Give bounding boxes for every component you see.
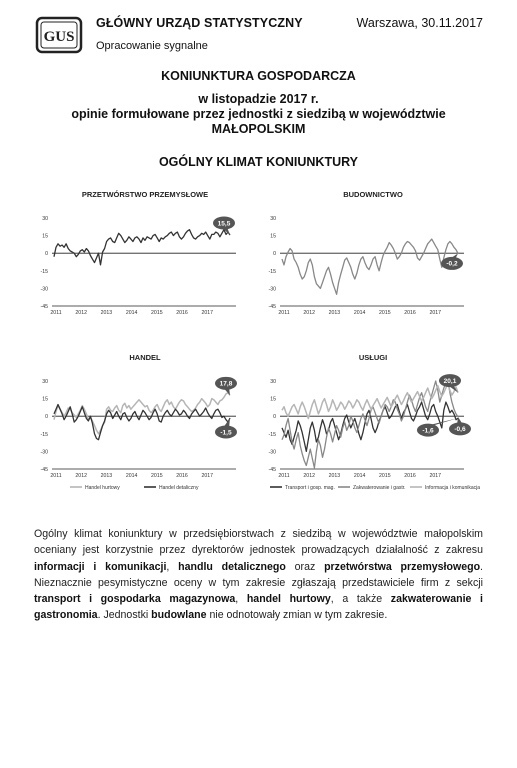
callout-label: -0,6 <box>454 426 466 434</box>
x-tick-label: 2017 <box>201 473 214 479</box>
x-tick-label: 2016 <box>404 310 416 316</box>
x-tick-label: 2013 <box>328 473 341 479</box>
x-tick-label: 2011 <box>50 473 62 479</box>
x-tick-label: 2016 <box>176 310 188 316</box>
x-tick-label: 2013 <box>100 473 113 479</box>
legend-label: Transport i gosp. mag. <box>285 485 335 491</box>
x-tick-label: 2015 <box>379 473 391 479</box>
chart-svg <box>262 185 484 335</box>
x-tick-label: 2011 <box>278 473 290 479</box>
y-tick-label: 15 <box>42 396 48 403</box>
y-tick-label: -45 <box>40 467 48 473</box>
legend-label: Informacja i komunikacja <box>425 485 481 491</box>
y-tick-label: -45 <box>40 304 48 310</box>
y-tick-label: -45 <box>268 467 276 473</box>
highlighted-sector: informacji i komunikacji <box>34 560 167 573</box>
document-type: Opracowanie sygnalne <box>96 40 208 52</box>
logo-text: GUS <box>43 29 75 45</box>
y-tick-label: 30 <box>270 379 276 385</box>
x-tick-label: 2014 <box>125 310 138 316</box>
chart-title: PRZETWÓRSTWO PRZEMYSŁOWE <box>81 190 209 199</box>
y-tick-label: 15 <box>42 233 48 240</box>
y-tick-label: 30 <box>42 379 48 385</box>
chart-svg <box>262 348 484 498</box>
callout-label: -0,2 <box>446 260 458 268</box>
chart-svg <box>34 185 256 335</box>
series-line <box>54 230 230 265</box>
y-tick-label: 30 <box>270 216 276 222</box>
y-tick-label: -15 <box>268 268 276 275</box>
y-tick-label: -15 <box>40 431 48 438</box>
x-tick-label: 2015 <box>151 473 163 479</box>
value-callout <box>215 418 237 439</box>
x-tick-label: 2012 <box>303 310 315 316</box>
callout-label: -1,5 <box>220 429 232 437</box>
x-tick-label: 2016 <box>176 473 188 479</box>
legend-item <box>70 485 120 491</box>
x-tick-label: 2015 <box>379 310 391 316</box>
chart-svg <box>34 348 256 498</box>
x-tick-label: 2017 <box>429 473 442 479</box>
paragraph-text: Ogólny klimat koniunktury w przedsiębiorstwach z siedzibą w województwie małopolskim oceniany jest korzystnie przez dyrektorów jednostek prowadzących działalność z zakresu <box>34 528 483 557</box>
legend-item <box>410 485 480 491</box>
y-tick-label: 15 <box>270 396 276 403</box>
chart-title: BUDOWNICTWO <box>343 190 403 199</box>
paragraph-text: , a także <box>330 593 391 606</box>
x-tick-label: 2011 <box>278 310 290 316</box>
legend-label: Handel hurtowy <box>85 485 120 491</box>
legend-item <box>270 485 335 491</box>
chart-manufacturing <box>34 185 256 335</box>
x-tick-label: 2011 <box>50 310 62 316</box>
highlighted-sector: budowlane <box>151 609 207 622</box>
x-tick-label: 2013 <box>100 310 113 316</box>
callout-label: -1,6 <box>422 427 434 435</box>
section-title: OGÓLNY KLIMAT KONIUNKTURY <box>158 155 359 169</box>
paragraph-text: . Nieznacznie pesymistyczne oceny w tym zakresie zgłaszają przedstawiciele firm z sekcji <box>34 560 483 589</box>
chart-title: HANDEL <box>129 353 161 362</box>
legend-item <box>144 485 199 491</box>
highlighted-sector: handel hurtowy <box>246 593 331 606</box>
y-tick-label: -30 <box>40 286 48 293</box>
series-line <box>54 405 230 440</box>
publication-date: Warszawa, 30.11.2017 <box>356 16 483 30</box>
y-tick-label: 0 <box>273 414 276 421</box>
highlighted-sector: transport i gospodarka magazynowa <box>34 593 236 606</box>
y-tick-label: -30 <box>268 286 276 293</box>
title-period: w listopadzie 2017 r. <box>198 92 319 106</box>
y-tick-label: 15 <box>270 233 276 240</box>
highlighted-sector: handlu detalicznego <box>178 560 286 573</box>
summary-paragraph <box>34 526 483 624</box>
x-tick-label: 2013 <box>328 310 341 316</box>
paragraph-text: nie odnotowały zmian w tym zakresie. <box>206 609 388 622</box>
document-title: KONIUNKTURA GOSPODARCZA <box>161 69 356 83</box>
x-tick-label: 2015 <box>151 310 163 316</box>
chart-trade <box>34 348 256 498</box>
x-tick-label: 2016 <box>404 473 416 479</box>
x-tick-label: 2014 <box>353 310 366 316</box>
legend-item <box>338 485 406 491</box>
legend-label: Handel detaliczny <box>159 485 199 491</box>
paragraph-text: , <box>235 593 247 606</box>
y-tick-label: -15 <box>268 431 276 438</box>
callout-label: 17,8 <box>219 380 233 388</box>
x-tick-label: 2012 <box>75 473 87 479</box>
gus-logo <box>34 15 84 55</box>
title-region: MAŁOPOLSKIM <box>211 122 306 136</box>
y-tick-label: 0 <box>45 414 48 421</box>
callout-label: 20,1 <box>443 377 457 385</box>
x-tick-label: 2012 <box>303 473 315 479</box>
series-line <box>282 239 458 294</box>
highlighted-sector: przetwórstwa przemysłowego <box>324 560 481 573</box>
highlighted-sector: zakwaterowanie i gastronomia <box>34 593 483 622</box>
chart-services <box>262 348 484 498</box>
callout-label: 15,5 <box>217 220 231 228</box>
x-tick-label: 2012 <box>75 310 87 316</box>
y-tick-label: -30 <box>268 449 276 456</box>
y-tick-label: 0 <box>45 251 48 258</box>
paragraph-text: . Jednostki <box>97 609 152 622</box>
chart-title: USŁUGI <box>358 353 388 362</box>
y-tick-label: 30 <box>42 216 48 222</box>
y-tick-label: -15 <box>40 268 48 275</box>
legend-label: Zakwaterowanie i gastr. <box>353 485 406 491</box>
x-tick-label: 2017 <box>201 310 214 316</box>
paragraph-text: oraz <box>285 560 325 573</box>
paragraph-text: , <box>166 560 179 573</box>
y-tick-label: -30 <box>40 449 48 456</box>
y-tick-label: 0 <box>273 251 276 258</box>
x-tick-label: 2017 <box>429 310 442 316</box>
title-description: opinie formułowane przez jednostki z siedzibą w województwie <box>71 107 446 121</box>
chart-construction <box>262 185 484 335</box>
y-tick-label: -45 <box>268 304 276 310</box>
x-tick-label: 2014 <box>125 473 138 479</box>
x-tick-label: 2014 <box>353 473 366 479</box>
value-callout <box>215 377 237 396</box>
organization-name: GŁÓWNY URZĄD STATYSTYCZNY <box>96 16 303 30</box>
